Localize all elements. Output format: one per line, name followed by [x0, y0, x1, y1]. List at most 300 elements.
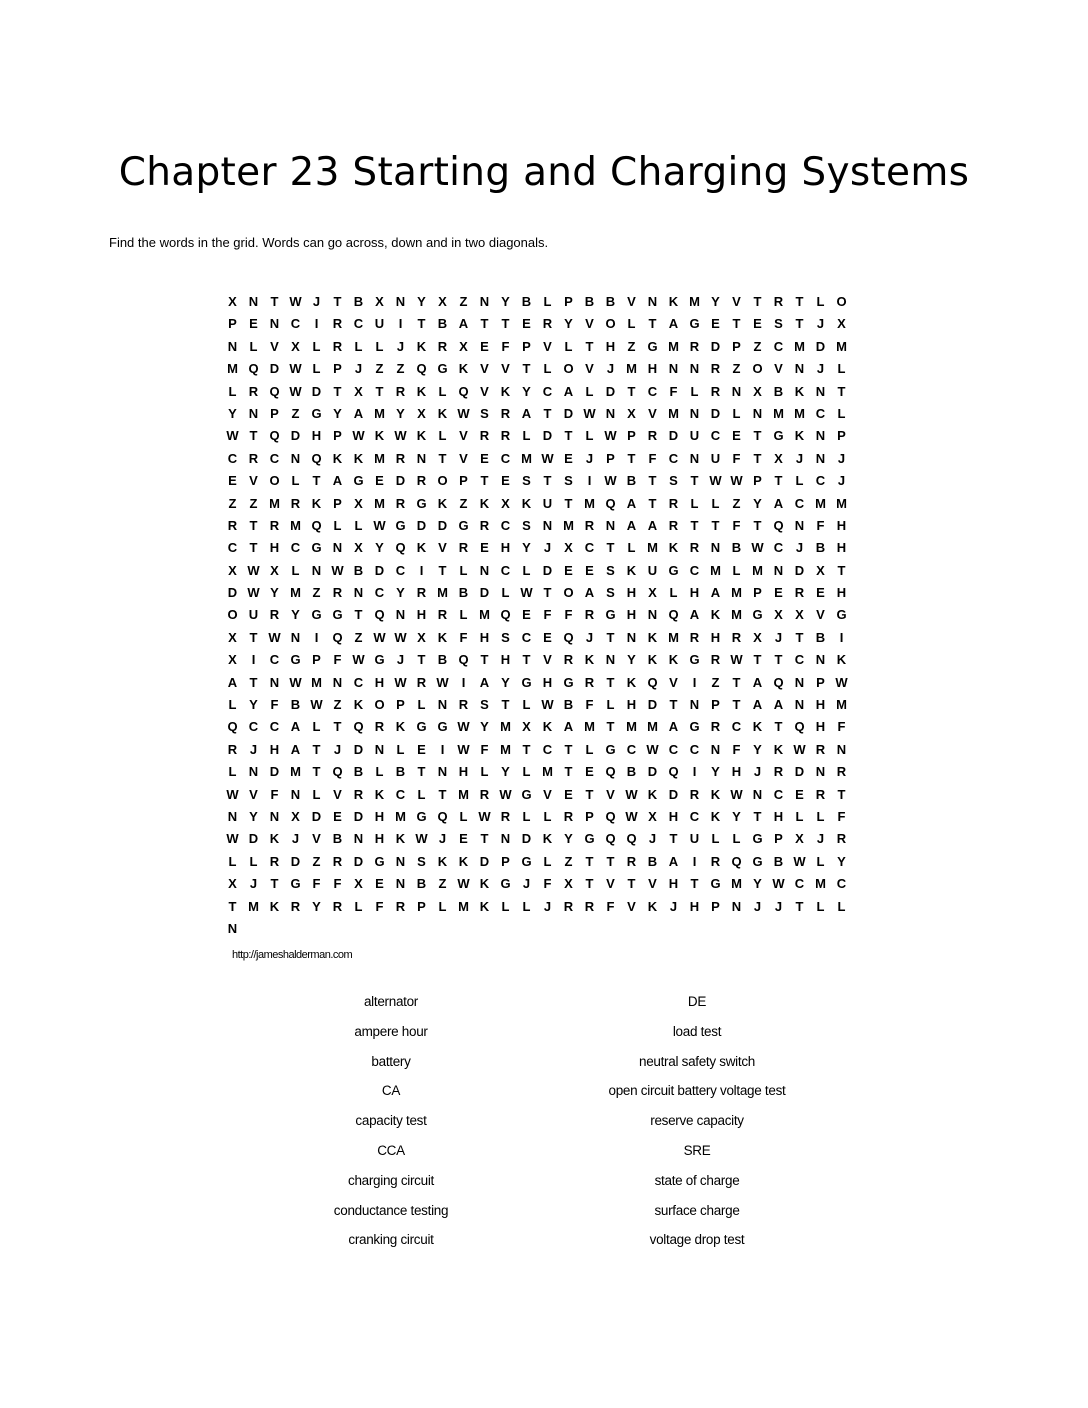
grid-letter: N: [815, 428, 826, 444]
grid-letter: H: [626, 607, 637, 623]
grid-letter: Q: [332, 629, 343, 645]
grid-letter: G: [668, 562, 679, 578]
grid-letter: I: [692, 674, 697, 690]
grid-letter: B: [395, 764, 406, 780]
grid-letter: W: [625, 808, 638, 824]
grid-letter: G: [311, 540, 322, 556]
grid-letter: M: [437, 585, 448, 601]
grid-letter: L: [627, 316, 636, 332]
grid-letter: X: [564, 876, 573, 892]
grid-letter: J: [753, 764, 762, 780]
grid-letter: C: [689, 741, 700, 757]
grid-letter: D: [248, 831, 259, 847]
grid-letter: K: [374, 786, 385, 802]
grid-letter: D: [542, 428, 553, 444]
grid-letter: G: [416, 719, 427, 735]
grid-letter: C: [290, 540, 301, 556]
grid-letter: N: [605, 405, 616, 421]
grid-letter: X: [501, 495, 510, 511]
grid-letter: S: [606, 585, 615, 601]
grid-letter: W: [289, 361, 302, 377]
grid-letter: R: [563, 898, 574, 914]
grid-letter: H: [626, 585, 637, 601]
grid-letter: X: [648, 808, 657, 824]
grid-letter: N: [542, 517, 553, 533]
grid-letter: E: [543, 629, 552, 645]
grid-letter: A: [647, 517, 658, 533]
grid-letter: T: [606, 719, 615, 735]
letter-grid: [222, 291, 852, 940]
grid-letter: L: [816, 898, 825, 914]
grid-letter: C: [227, 450, 238, 466]
grid-letter: G: [689, 719, 700, 735]
grid-letter: P: [417, 898, 426, 914]
grid-letter: Z: [711, 674, 720, 690]
grid-letter: K: [710, 607, 721, 623]
grid-letter: Y: [711, 764, 720, 780]
grid-letter: R: [563, 652, 574, 668]
grid-letter: X: [228, 629, 237, 645]
grid-letter: Z: [249, 495, 258, 511]
grid-letter: M: [773, 405, 784, 421]
grid-letter: K: [479, 876, 490, 892]
grid-letter: G: [521, 853, 532, 869]
grid-letter: N: [794, 361, 805, 377]
grid-letter: M: [794, 338, 805, 354]
grid-letter: K: [773, 741, 784, 757]
grid-letter: Q: [311, 450, 322, 466]
grid-letter: N: [794, 674, 805, 690]
grid-letter: L: [291, 473, 300, 489]
grid-letter: N: [227, 808, 238, 824]
grid-letter: P: [564, 294, 573, 309]
grid-letter: M: [479, 607, 490, 623]
grid-letter: D: [374, 562, 385, 578]
grid-letter: K: [311, 495, 322, 511]
grid-letter: E: [564, 786, 573, 802]
grid-letter: H: [458, 764, 469, 780]
grid-letter: Q: [605, 831, 616, 847]
grid-letter: W: [709, 473, 722, 489]
grid-letter: C: [668, 741, 679, 757]
grid-letter: A: [773, 495, 784, 511]
grid-letter: E: [480, 338, 489, 354]
grid-letter: K: [647, 629, 658, 645]
grid-letter: L: [837, 405, 846, 421]
grid-letter: R: [710, 361, 721, 377]
grid-letter: S: [564, 473, 573, 489]
grid-letter: L: [585, 383, 594, 399]
grid-letter: Q: [773, 517, 784, 533]
grid-letter: V: [606, 876, 615, 892]
grid-letter: N: [647, 607, 658, 623]
grid-letter: K: [353, 697, 364, 713]
grid-letter: S: [417, 853, 426, 869]
grid-letter: K: [500, 383, 511, 399]
word-list-item: DE: [687, 994, 707, 1009]
grid-letter: G: [563, 674, 574, 690]
grid-letter: G: [374, 853, 385, 869]
grid-letter: Q: [395, 540, 406, 556]
grid-letter: T: [564, 428, 573, 444]
grid-letter: E: [816, 585, 825, 601]
grid-letter: T: [564, 764, 573, 780]
grid-letter: W: [310, 697, 323, 713]
grid-letter: J: [333, 741, 342, 757]
grid-letter: L: [543, 294, 552, 309]
grid-letter: L: [690, 383, 699, 399]
grid-letter: R: [227, 517, 238, 533]
grid-letter: R: [290, 495, 301, 511]
grid-letter: E: [585, 764, 594, 780]
grid-letter: J: [585, 629, 594, 645]
grid-letter: K: [647, 786, 658, 802]
grid-letter: Z: [354, 629, 363, 645]
grid-letter: Y: [249, 697, 258, 713]
grid-letter: P: [774, 831, 783, 847]
grid-letter: F: [564, 607, 573, 623]
grid-letter: E: [564, 562, 573, 578]
word-list-item: charging circuit: [348, 1172, 434, 1188]
grid-letter: N: [689, 405, 700, 421]
grid-letter: N: [731, 898, 742, 914]
grid-letter: T: [606, 540, 615, 556]
grid-letter: D: [353, 853, 364, 869]
grid-letter: L: [732, 562, 741, 578]
grid-letter: Z: [438, 876, 447, 892]
grid-letter: B: [626, 764, 637, 780]
grid-letter: C: [584, 540, 595, 556]
grid-letter: L: [354, 338, 363, 354]
word-list-item: alternator: [363, 994, 419, 1009]
grid-letter: V: [648, 876, 657, 892]
grid-letter: L: [816, 294, 825, 309]
grid-letter: J: [606, 361, 615, 377]
grid-letter: B: [605, 294, 616, 309]
grid-letter: A: [752, 674, 763, 690]
grid-letter: T: [753, 808, 762, 824]
grid-letter: K: [332, 450, 343, 466]
grid-letter: Q: [773, 674, 784, 690]
grid-letter: R: [374, 719, 385, 735]
word-list-right: [547, 994, 847, 1262]
grid-letter: G: [647, 338, 658, 354]
grid-letter: X: [795, 607, 804, 623]
grid-letter: C: [227, 540, 238, 556]
grid-letter: V: [333, 786, 342, 802]
grid-letter: M: [689, 294, 700, 309]
grid-letter: S: [606, 562, 615, 578]
grid-letter: T: [312, 764, 321, 780]
grid-letter: T: [522, 652, 531, 668]
grid-letter: B: [815, 629, 826, 645]
grid-letter: B: [773, 853, 784, 869]
grid-letter: J: [396, 338, 405, 354]
grid-letter: L: [522, 562, 531, 578]
grid-letter: Q: [500, 607, 511, 623]
grid-letter: F: [543, 876, 552, 892]
grid-letter: H: [542, 674, 553, 690]
grid-letter: J: [396, 652, 405, 668]
grid-letter: E: [585, 562, 594, 578]
grid-letter: M: [500, 719, 511, 735]
grid-letter: R: [458, 540, 469, 556]
grid-letter: R: [269, 607, 280, 623]
grid-letter: R: [227, 741, 238, 757]
grid-letter: K: [626, 562, 637, 578]
grid-letter: Y: [627, 652, 636, 668]
grid-letter: L: [585, 428, 594, 444]
grid-letter: L: [312, 719, 321, 735]
grid-letter: L: [522, 697, 531, 713]
grid-letter: T: [585, 338, 594, 354]
grid-letter: B: [353, 294, 364, 309]
grid-letter: G: [836, 607, 847, 623]
grid-letter: D: [269, 764, 280, 780]
grid-letter: J: [249, 876, 258, 892]
grid-letter: D: [647, 697, 658, 713]
grid-letter: Y: [270, 585, 279, 601]
grid-letter: R: [332, 585, 343, 601]
grid-letter: R: [773, 764, 784, 780]
grid-letter: V: [543, 338, 552, 354]
grid-letter: P: [753, 585, 762, 601]
grid-letter: V: [480, 383, 489, 399]
grid-letter: D: [668, 428, 679, 444]
grid-letter: V: [774, 361, 783, 377]
grid-letter: B: [815, 540, 826, 556]
grid-letter: A: [710, 585, 721, 601]
word-list-item: CA: [381, 1083, 401, 1099]
grid-letter: X: [522, 719, 531, 735]
grid-letter: F: [375, 898, 384, 914]
grid-letter: W: [436, 674, 449, 690]
grid-letter: H: [626, 697, 637, 713]
grid-letter: K: [626, 674, 637, 690]
source-url: http://jameshalderman.com: [232, 949, 353, 961]
grid-letter: T: [543, 405, 552, 421]
grid-letter: W: [289, 674, 302, 690]
grid-letter: L: [816, 808, 825, 824]
grid-letter: M: [668, 629, 679, 645]
grid-letter: W: [793, 741, 806, 757]
grid-letter: R: [416, 585, 427, 601]
grid-letter: G: [689, 652, 700, 668]
grid-letter: P: [627, 428, 636, 444]
grid-letter: V: [669, 674, 678, 690]
grid-letter: H: [269, 741, 280, 757]
grid-letter: L: [228, 383, 237, 399]
grid-letter: H: [689, 585, 700, 601]
grid-letter: J: [291, 831, 300, 847]
grid-letter: W: [226, 831, 239, 847]
grid-letter: R: [689, 786, 700, 802]
grid-letter: J: [648, 831, 657, 847]
grid-letter: Q: [605, 764, 616, 780]
grid-letter: L: [837, 361, 846, 377]
grid-letter: R: [563, 808, 574, 824]
page-title: Chapter 23 Starting and Charging Systems: [118, 150, 970, 195]
grid-letter: G: [353, 473, 364, 489]
grid-letter: K: [437, 629, 448, 645]
grid-letter: R: [773, 294, 784, 309]
grid-letter: R: [668, 495, 679, 511]
grid-letter: L: [375, 338, 384, 354]
grid-letter: L: [375, 764, 384, 780]
grid-letter: A: [353, 405, 364, 421]
grid-letter: T: [774, 719, 783, 735]
grid-letter: R: [479, 428, 490, 444]
grid-letter: R: [332, 853, 343, 869]
grid-letter: T: [606, 853, 615, 869]
grid-letter: X: [291, 338, 300, 354]
grid-letter: L: [732, 405, 741, 421]
grid-letter: N: [647, 294, 658, 309]
grid-letter: W: [793, 853, 806, 869]
grid-letter: R: [479, 517, 490, 533]
grid-letter: C: [269, 450, 280, 466]
grid-letter: M: [521, 450, 532, 466]
grid-letter: F: [270, 786, 279, 802]
grid-letter: K: [668, 540, 679, 556]
grid-letter: Y: [375, 540, 384, 556]
grid-letter: R: [437, 607, 448, 623]
grid-letter: H: [668, 876, 679, 892]
grid-letter: R: [269, 853, 280, 869]
grid-letter: N: [437, 697, 448, 713]
grid-letter: C: [836, 876, 847, 892]
grid-letter: O: [605, 316, 616, 332]
grid-letter: T: [690, 876, 699, 892]
grid-letter: T: [249, 428, 258, 444]
grid-letter: K: [647, 652, 658, 668]
grid-letter: L: [606, 697, 615, 713]
grid-letter: N: [626, 629, 637, 645]
grid-letter: N: [689, 697, 700, 713]
grid-letter: D: [353, 808, 364, 824]
grid-letter: R: [332, 898, 343, 914]
grid-letter: W: [226, 786, 239, 802]
grid-letter: A: [290, 741, 301, 757]
grid-letter: L: [501, 585, 510, 601]
grid-letter: E: [228, 473, 237, 489]
grid-letter: V: [270, 338, 279, 354]
grid-letter: K: [479, 495, 490, 511]
grid-letter: X: [270, 562, 279, 578]
grid-letter: T: [312, 741, 321, 757]
grid-letter: T: [354, 607, 363, 623]
grid-letter: M: [563, 517, 574, 533]
grid-letter: R: [794, 585, 805, 601]
grid-letter: M: [731, 607, 742, 623]
grid-letter: Y: [501, 674, 510, 690]
grid-letter: L: [669, 585, 678, 601]
grid-letter: P: [711, 697, 720, 713]
grid-letter: T: [711, 517, 720, 533]
grid-letter: E: [417, 741, 426, 757]
grid-letter: E: [249, 316, 258, 332]
grid-letter: B: [416, 876, 427, 892]
grid-letter: E: [501, 473, 510, 489]
word-list-item: load test: [672, 1023, 722, 1039]
grid-letter: H: [269, 540, 280, 556]
grid-letter: T: [606, 629, 615, 645]
grid-letter: H: [836, 540, 847, 556]
grid-letter: A: [563, 719, 574, 735]
grid-letter: Z: [375, 361, 384, 377]
grid-letter: S: [522, 473, 531, 489]
grid-letter: M: [290, 585, 301, 601]
grid-letter: N: [605, 652, 616, 668]
grid-letter: W: [604, 473, 617, 489]
grid-letter: V: [543, 786, 552, 802]
grid-letter: W: [730, 652, 743, 668]
grid-letter: N: [437, 764, 448, 780]
grid-letter: W: [751, 540, 764, 556]
grid-letter: J: [354, 361, 363, 377]
grid-letter: N: [605, 517, 616, 533]
grid-letter: T: [753, 450, 762, 466]
grid-letter: B: [353, 562, 364, 578]
grid-letter: F: [585, 697, 594, 713]
grid-letter: M: [458, 898, 469, 914]
grid-letter: T: [543, 473, 552, 489]
grid-letter: R: [689, 629, 700, 645]
grid-letter: T: [228, 898, 237, 914]
grid-letter: M: [542, 764, 553, 780]
grid-letter: N: [815, 652, 826, 668]
grid-letter: R: [626, 853, 637, 869]
grid-letter: V: [732, 294, 741, 309]
grid-letter: L: [228, 853, 237, 869]
grid-letter: L: [333, 517, 342, 533]
grid-letter: R: [353, 786, 364, 802]
grid-letter: N: [815, 383, 826, 399]
grid-letter: L: [312, 786, 321, 802]
grid-letter: T: [249, 629, 258, 645]
grid-letter: Q: [605, 495, 616, 511]
grid-letter: M: [248, 898, 259, 914]
grid-letter: W: [268, 629, 281, 645]
grid-letter: Y: [396, 405, 405, 421]
grid-letter: J: [585, 450, 594, 466]
grid-letter: Q: [731, 853, 742, 869]
grid-letter: D: [311, 383, 322, 399]
grid-letter: C: [815, 405, 826, 421]
grid-letter: R: [836, 764, 847, 780]
grid-letter: Y: [564, 316, 573, 332]
grid-letter: E: [480, 450, 489, 466]
grid-letter: O: [269, 473, 280, 489]
grid-letter: V: [459, 428, 468, 444]
grid-letter: W: [394, 674, 407, 690]
grid-letter: T: [438, 450, 447, 466]
grid-letter: L: [459, 607, 468, 623]
grid-letter: L: [522, 898, 531, 914]
grid-letter: O: [836, 294, 847, 309]
grid-letter: L: [711, 495, 720, 511]
grid-letter: D: [710, 338, 721, 354]
grid-letter: X: [417, 629, 426, 645]
grid-letter: C: [773, 338, 784, 354]
grid-letter: D: [647, 764, 658, 780]
grid-letter: K: [416, 428, 427, 444]
grid-letter: C: [773, 540, 784, 556]
grid-letter: R: [416, 674, 427, 690]
grid-letter: G: [752, 831, 763, 847]
grid-letter: J: [249, 741, 258, 757]
grid-letter: B: [773, 383, 784, 399]
